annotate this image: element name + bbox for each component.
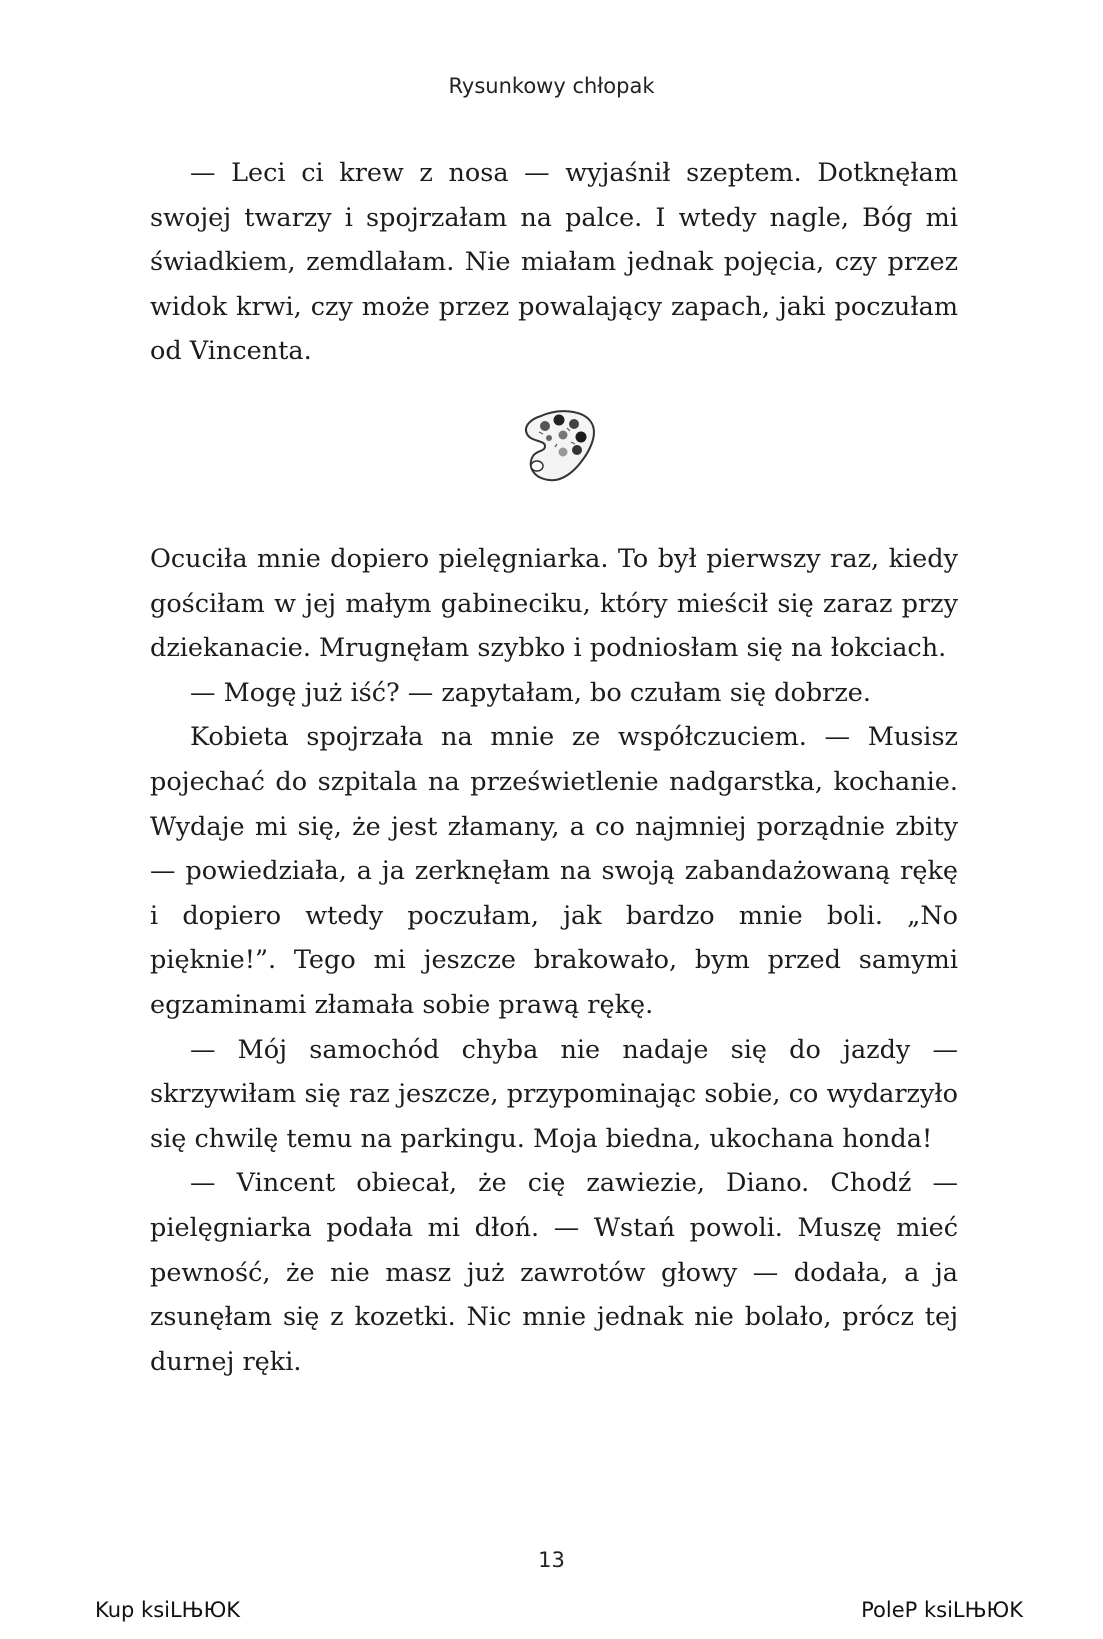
paragraph: — Vincent obiecał, że cię zawiezie, Diano. Chodź — pielęgniarka podała mi dłoń. — Wstań powoli. Muszę mieć pewność, że nie masz już zawrotów głowy — dodała, a ja zsunęłam się z kozetki. Nic mnie jednak nie bolało, prócz tej durnej ręki. [150,1168,958,1377]
page-number: 13 [538,1548,565,1572]
paragraph: — Leci ci krew z nosa — wyjaśnił szeptem. Dotknęłam swojej twarzy i spojrzałam na palce. I wtedy nagle, Bóg mi świadkiem, zemdlałam. Nie miałam jednak pojęcia, czy przez widok krwi, czy może przez powalający zapach, jaki poczułam od Vincenta. [150,158,958,367]
buy-book-link[interactable]: Kup ksiLЊЮK [95,1598,241,1622]
paragraph: Ocuciła mnie dopiero pielęgniarka. To był pierwszy raz, kiedy gościłam w jej małym gabineciku, który mieścił się zaraz przy dziekanacie. Mrugnęłam szybko i podniosłam się na łokciach. [150,544,958,664]
recommend-book-link[interactable]: PoleP ksiLЊЮK [861,1598,1023,1622]
paragraph: Kobieta spojrzała na mnie ze współczuciem. — Musisz pojechać do szpitala na prześwietlenie nadgarstka, kochanie. Wydaje mi się, że jest złamany, a co najmniej porządnie zbity — powiedziała, a ja zerknęłam na swoją zabandażowaną rękę i dopiero wtedy poczułam, jak bardzo mnie boli. „No pięknie!”. Tego mi jeszcze brakowało, bym przed samymi egzaminami złamała sobie prawą rękę. [150,722,958,1020]
text-section-2 [150,537,958,1384]
paragraph: — Mogę już iść? — zapytałam, bo czułam się dobrze. [190,677,871,708]
paint-palette-icon [519,408,599,486]
paragraph: — Mój samochód chyba nie nadaje się do jazdy — skrzywiłam się raz jeszcze, przypominając sobie, co wydarzyło się chwilę temu na parkingu. Moja biedna, ukochana honda! [150,1034,958,1154]
text-section-1 [150,151,958,374]
running-title: Rysunkowy chłopak [448,74,655,98]
